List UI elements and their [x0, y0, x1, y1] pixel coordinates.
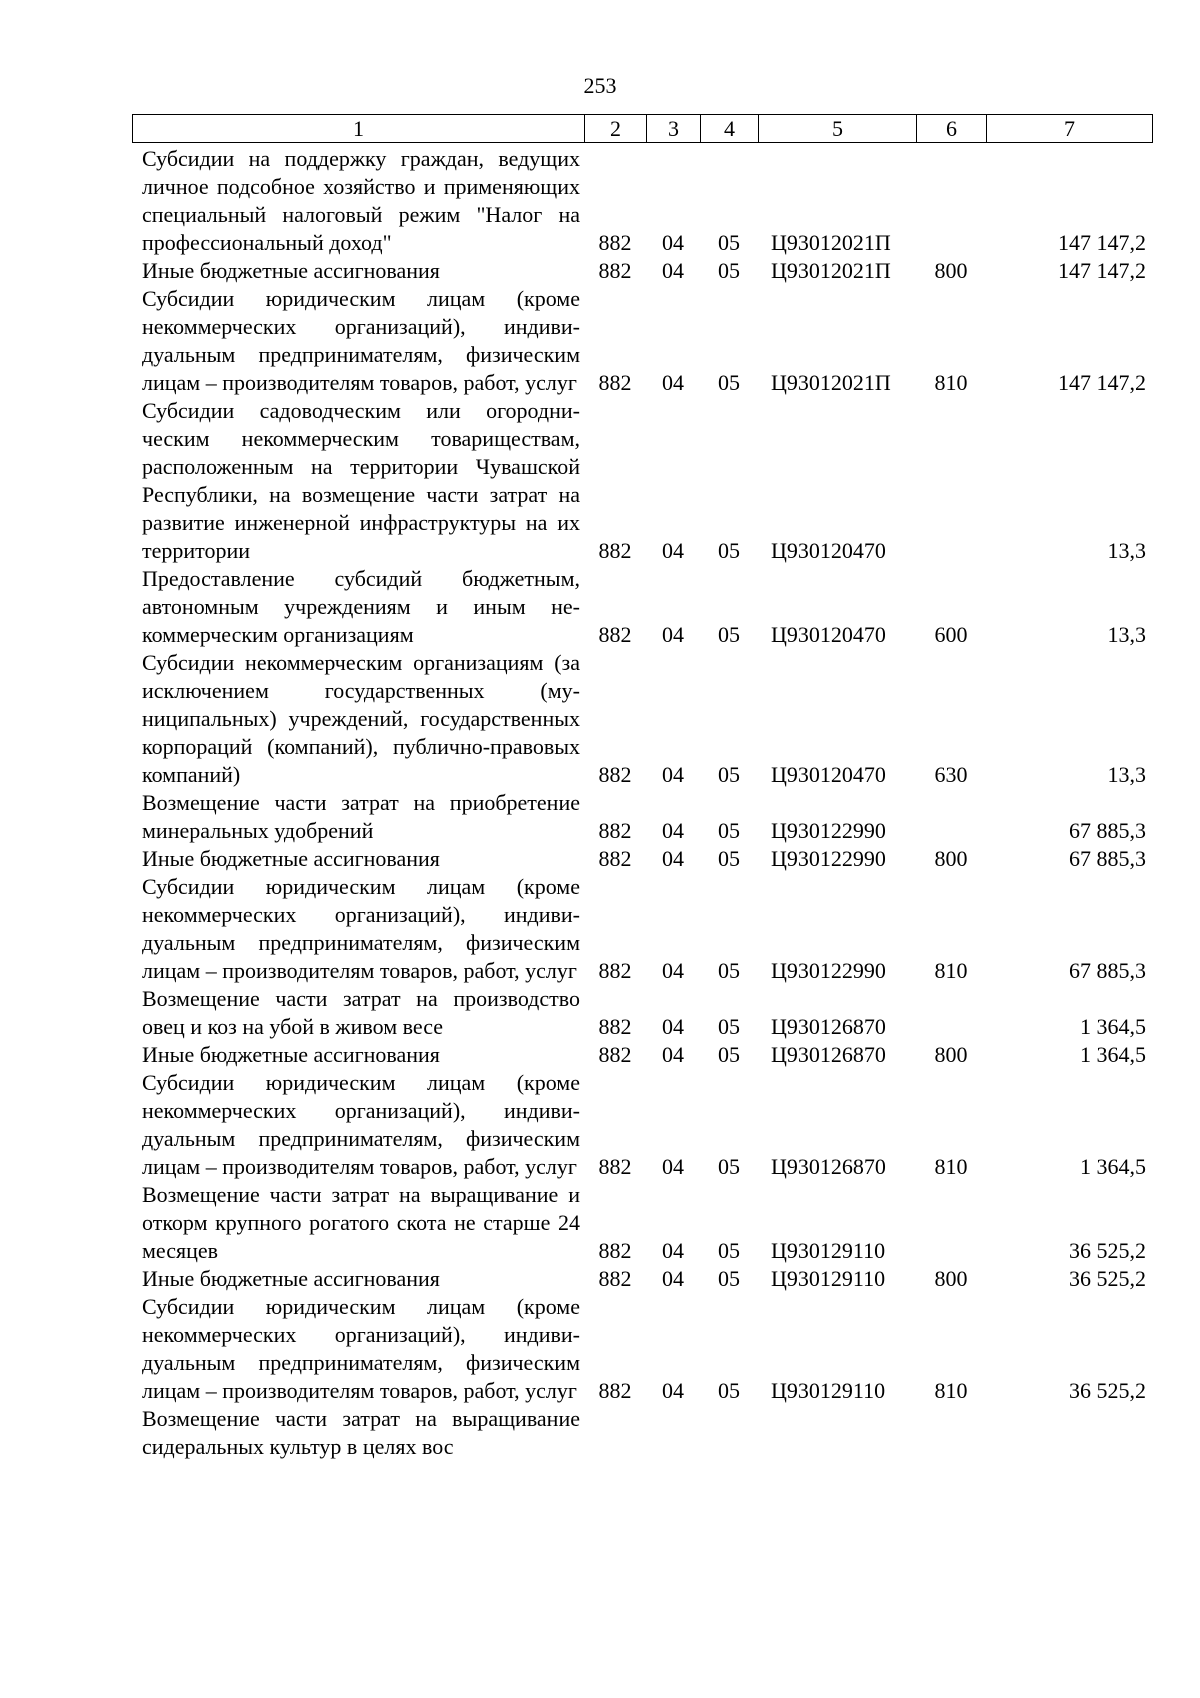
row-expense-type: 810 — [934, 1154, 968, 1179]
row-description: Субсидии юридическим лицам (кроме некоммерческих организаций), индивидуальным предпринимателям, физическим лицам – производителям товаров, работ, услуг — [142, 1294, 580, 1403]
row-description: Субсидии на поддержку граждан, ведущих личное подсобное хозяйство и применяющих специальный налоговый режим "Налог на профессиональный доход" — [142, 146, 580, 255]
row-amount: 67 885,3 — [1069, 958, 1146, 983]
row-amount: 67 885,3 — [1069, 818, 1146, 843]
table-row — [132, 397, 1152, 565]
row-section-code: 04 — [662, 1378, 684, 1403]
table-row — [132, 1293, 1152, 1405]
row-target-article: Ц930129110 — [771, 1378, 886, 1403]
row-subsection-code: 05 — [718, 1042, 740, 1067]
column-header-6: 6 — [917, 115, 987, 143]
column-header-3: 3 — [647, 115, 701, 143]
table-row — [132, 985, 1152, 1041]
column-header-row — [133, 115, 1153, 143]
row-amount: 13,3 — [1107, 622, 1146, 647]
table-row — [132, 873, 1152, 985]
table-row — [132, 1041, 1152, 1069]
table-row — [132, 1181, 1152, 1265]
table-row — [132, 789, 1152, 845]
row-target-article: Ц930120470 — [771, 538, 886, 563]
row-expense-type: 800 — [934, 258, 968, 283]
table-row — [132, 1069, 1152, 1181]
row-amount: 36 525,2 — [1069, 1238, 1146, 1263]
table-row — [132, 649, 1152, 789]
row-ministry-code: 882 — [598, 622, 632, 647]
row-description: Иные бюджетные ассигнования — [142, 1266, 440, 1291]
table-row — [132, 257, 1152, 285]
row-ministry-code: 882 — [598, 846, 632, 871]
row-expense-type: 630 — [934, 762, 968, 787]
row-section-code: 04 — [662, 538, 684, 563]
row-subsection-code: 05 — [718, 370, 740, 395]
table-row — [132, 285, 1152, 397]
row-subsection-code: 05 — [718, 1154, 740, 1179]
row-description: Субсидии некоммерческим организациям (за исключением государственных (муниципальных) учреждений, государственных корпораций (компаний), публично-правовых компаний) — [142, 650, 580, 787]
row-amount: 13,3 — [1107, 762, 1146, 787]
row-subsection-code: 05 — [718, 1238, 740, 1263]
row-subsection-code: 05 — [718, 818, 740, 843]
row-ministry-code: 882 — [598, 1042, 632, 1067]
row-description: Иные бюджетные ассигнования — [142, 846, 440, 871]
row-subsection-code: 05 — [718, 258, 740, 283]
row-target-article: Ц930120470 — [771, 622, 886, 647]
row-description: Субсидии юридическим лицам (кроме некоммерческих организаций), индивидуальным предпринимателям, физическим лицам – производителям товаров, работ, услуг — [142, 1070, 580, 1179]
row-expense-type: 800 — [934, 846, 968, 871]
row-ministry-code: 882 — [598, 818, 632, 843]
row-ministry-code: 882 — [598, 958, 632, 983]
row-expense-type: 600 — [934, 622, 968, 647]
column-header-7: 7 — [987, 115, 1153, 143]
row-section-code: 04 — [662, 1154, 684, 1179]
row-expense-type: 800 — [934, 1042, 968, 1067]
row-section-code: 04 — [662, 1266, 684, 1291]
row-target-article: Ц93012021П — [771, 258, 891, 283]
row-section-code: 04 — [662, 818, 684, 843]
row-target-article: Ц930122990 — [771, 846, 886, 871]
row-target-article: Ц93012021П — [771, 370, 891, 395]
row-amount: 36 525,2 — [1069, 1378, 1146, 1403]
row-target-article: Ц930120470 — [771, 762, 886, 787]
row-expense-type: 810 — [934, 1378, 968, 1403]
row-description: Субсидии садоводческим или огородническим некоммерческим товариществам, расположенным на территории Чувашской Республики, на возмещение части затрат на развитие инженерной инфраструктуры на их территории — [142, 398, 580, 563]
row-target-article: Ц930126870 — [771, 1042, 886, 1067]
row-expense-type: 810 — [934, 958, 968, 983]
row-subsection-code: 05 — [718, 1014, 740, 1039]
row-subsection-code: 05 — [718, 230, 740, 255]
row-description: Иные бюджетные ассигнования — [142, 258, 440, 283]
column-header-2: 2 — [585, 115, 647, 143]
row-description: Возмещение части затрат на выращивание сидеральных культур в целях вос — [142, 1406, 580, 1459]
column-header-5: 5 — [759, 115, 917, 143]
row-target-article: Ц93012021П — [771, 230, 891, 255]
row-amount: 1 364,5 — [1080, 1042, 1146, 1067]
row-subsection-code: 05 — [718, 538, 740, 563]
row-amount: 36 525,2 — [1069, 1266, 1146, 1291]
row-target-article: Ц930126870 — [771, 1154, 886, 1179]
row-section-code: 04 — [662, 258, 684, 283]
table-row — [132, 1405, 1152, 1461]
row-subsection-code: 05 — [718, 846, 740, 871]
table-row — [132, 1265, 1152, 1293]
column-header-4: 4 — [701, 115, 759, 143]
row-ministry-code: 882 — [598, 1378, 632, 1403]
row-description: Субсидии юридическим лицам (кроме некоммерческих организаций), индивидуальным предпринимателям, физическим лицам – производителям товаров, работ, услуг — [142, 874, 580, 983]
row-section-code: 04 — [662, 846, 684, 871]
row-section-code: 04 — [662, 1042, 684, 1067]
row-section-code: 04 — [662, 762, 684, 787]
row-amount: 1 364,5 — [1080, 1154, 1146, 1179]
budget-table-body — [132, 145, 1152, 1461]
row-ministry-code: 882 — [598, 258, 632, 283]
row-section-code: 04 — [662, 622, 684, 647]
table-row — [132, 845, 1152, 873]
row-expense-type: 810 — [934, 370, 968, 395]
row-amount: 147 147,2 — [1058, 230, 1146, 255]
table-row — [132, 565, 1152, 649]
row-expense-type: 800 — [934, 1266, 968, 1291]
row-description: Возмещение части затрат на производство овец и коз на убой в живом весе — [142, 986, 580, 1039]
row-section-code: 04 — [662, 370, 684, 395]
row-ministry-code: 882 — [598, 370, 632, 395]
table-row — [132, 145, 1152, 257]
row-target-article: Ц930122990 — [771, 958, 886, 983]
column-header-table — [132, 114, 1153, 143]
row-ministry-code: 882 — [598, 762, 632, 787]
row-subsection-code: 05 — [718, 762, 740, 787]
row-subsection-code: 05 — [718, 622, 740, 647]
row-ministry-code: 882 — [598, 538, 632, 563]
row-amount: 67 885,3 — [1069, 846, 1146, 871]
row-amount: 147 147,2 — [1058, 258, 1146, 283]
row-subsection-code: 05 — [718, 1378, 740, 1403]
row-section-code: 04 — [662, 1014, 684, 1039]
row-target-article: Ц930122990 — [771, 818, 886, 843]
row-amount: 147 147,2 — [1058, 370, 1146, 395]
row-description: Возмещение части затрат на приобретение минеральных удобрений — [142, 790, 580, 843]
row-subsection-code: 05 — [718, 958, 740, 983]
row-target-article: Ц930129110 — [771, 1266, 886, 1291]
row-section-code: 04 — [662, 230, 684, 255]
row-ministry-code: 882 — [598, 230, 632, 255]
row-ministry-code: 882 — [598, 1238, 632, 1263]
row-target-article: Ц930129110 — [771, 1238, 886, 1263]
row-ministry-code: 882 — [598, 1154, 632, 1179]
row-subsection-code: 05 — [718, 1266, 740, 1291]
column-header-1: 1 — [133, 115, 585, 143]
row-ministry-code: 882 — [598, 1266, 632, 1291]
row-description: Иные бюджетные ассигнования — [142, 1042, 440, 1067]
row-ministry-code: 882 — [598, 1014, 632, 1039]
row-amount: 13,3 — [1107, 538, 1146, 563]
page-number: 253 — [583, 73, 617, 98]
row-target-article: Ц930126870 — [771, 1014, 886, 1039]
row-section-code: 04 — [662, 958, 684, 983]
row-description: Субсидии юридическим лицам (кроме некоммерческих организаций), индивидуальным предпринимателям, физическим лицам – производителям товаров, работ, услуг — [142, 286, 580, 395]
row-amount: 1 364,5 — [1080, 1014, 1146, 1039]
row-section-code: 04 — [662, 1238, 684, 1263]
row-description: Возмещение части затрат на выращивание и откорм крупного рогатого скота не старше 24 месяцев — [142, 1182, 580, 1263]
row-description: Предоставление субсидий бюджетным, автономным учреждениям и иным некоммерческим организациям — [142, 566, 580, 647]
